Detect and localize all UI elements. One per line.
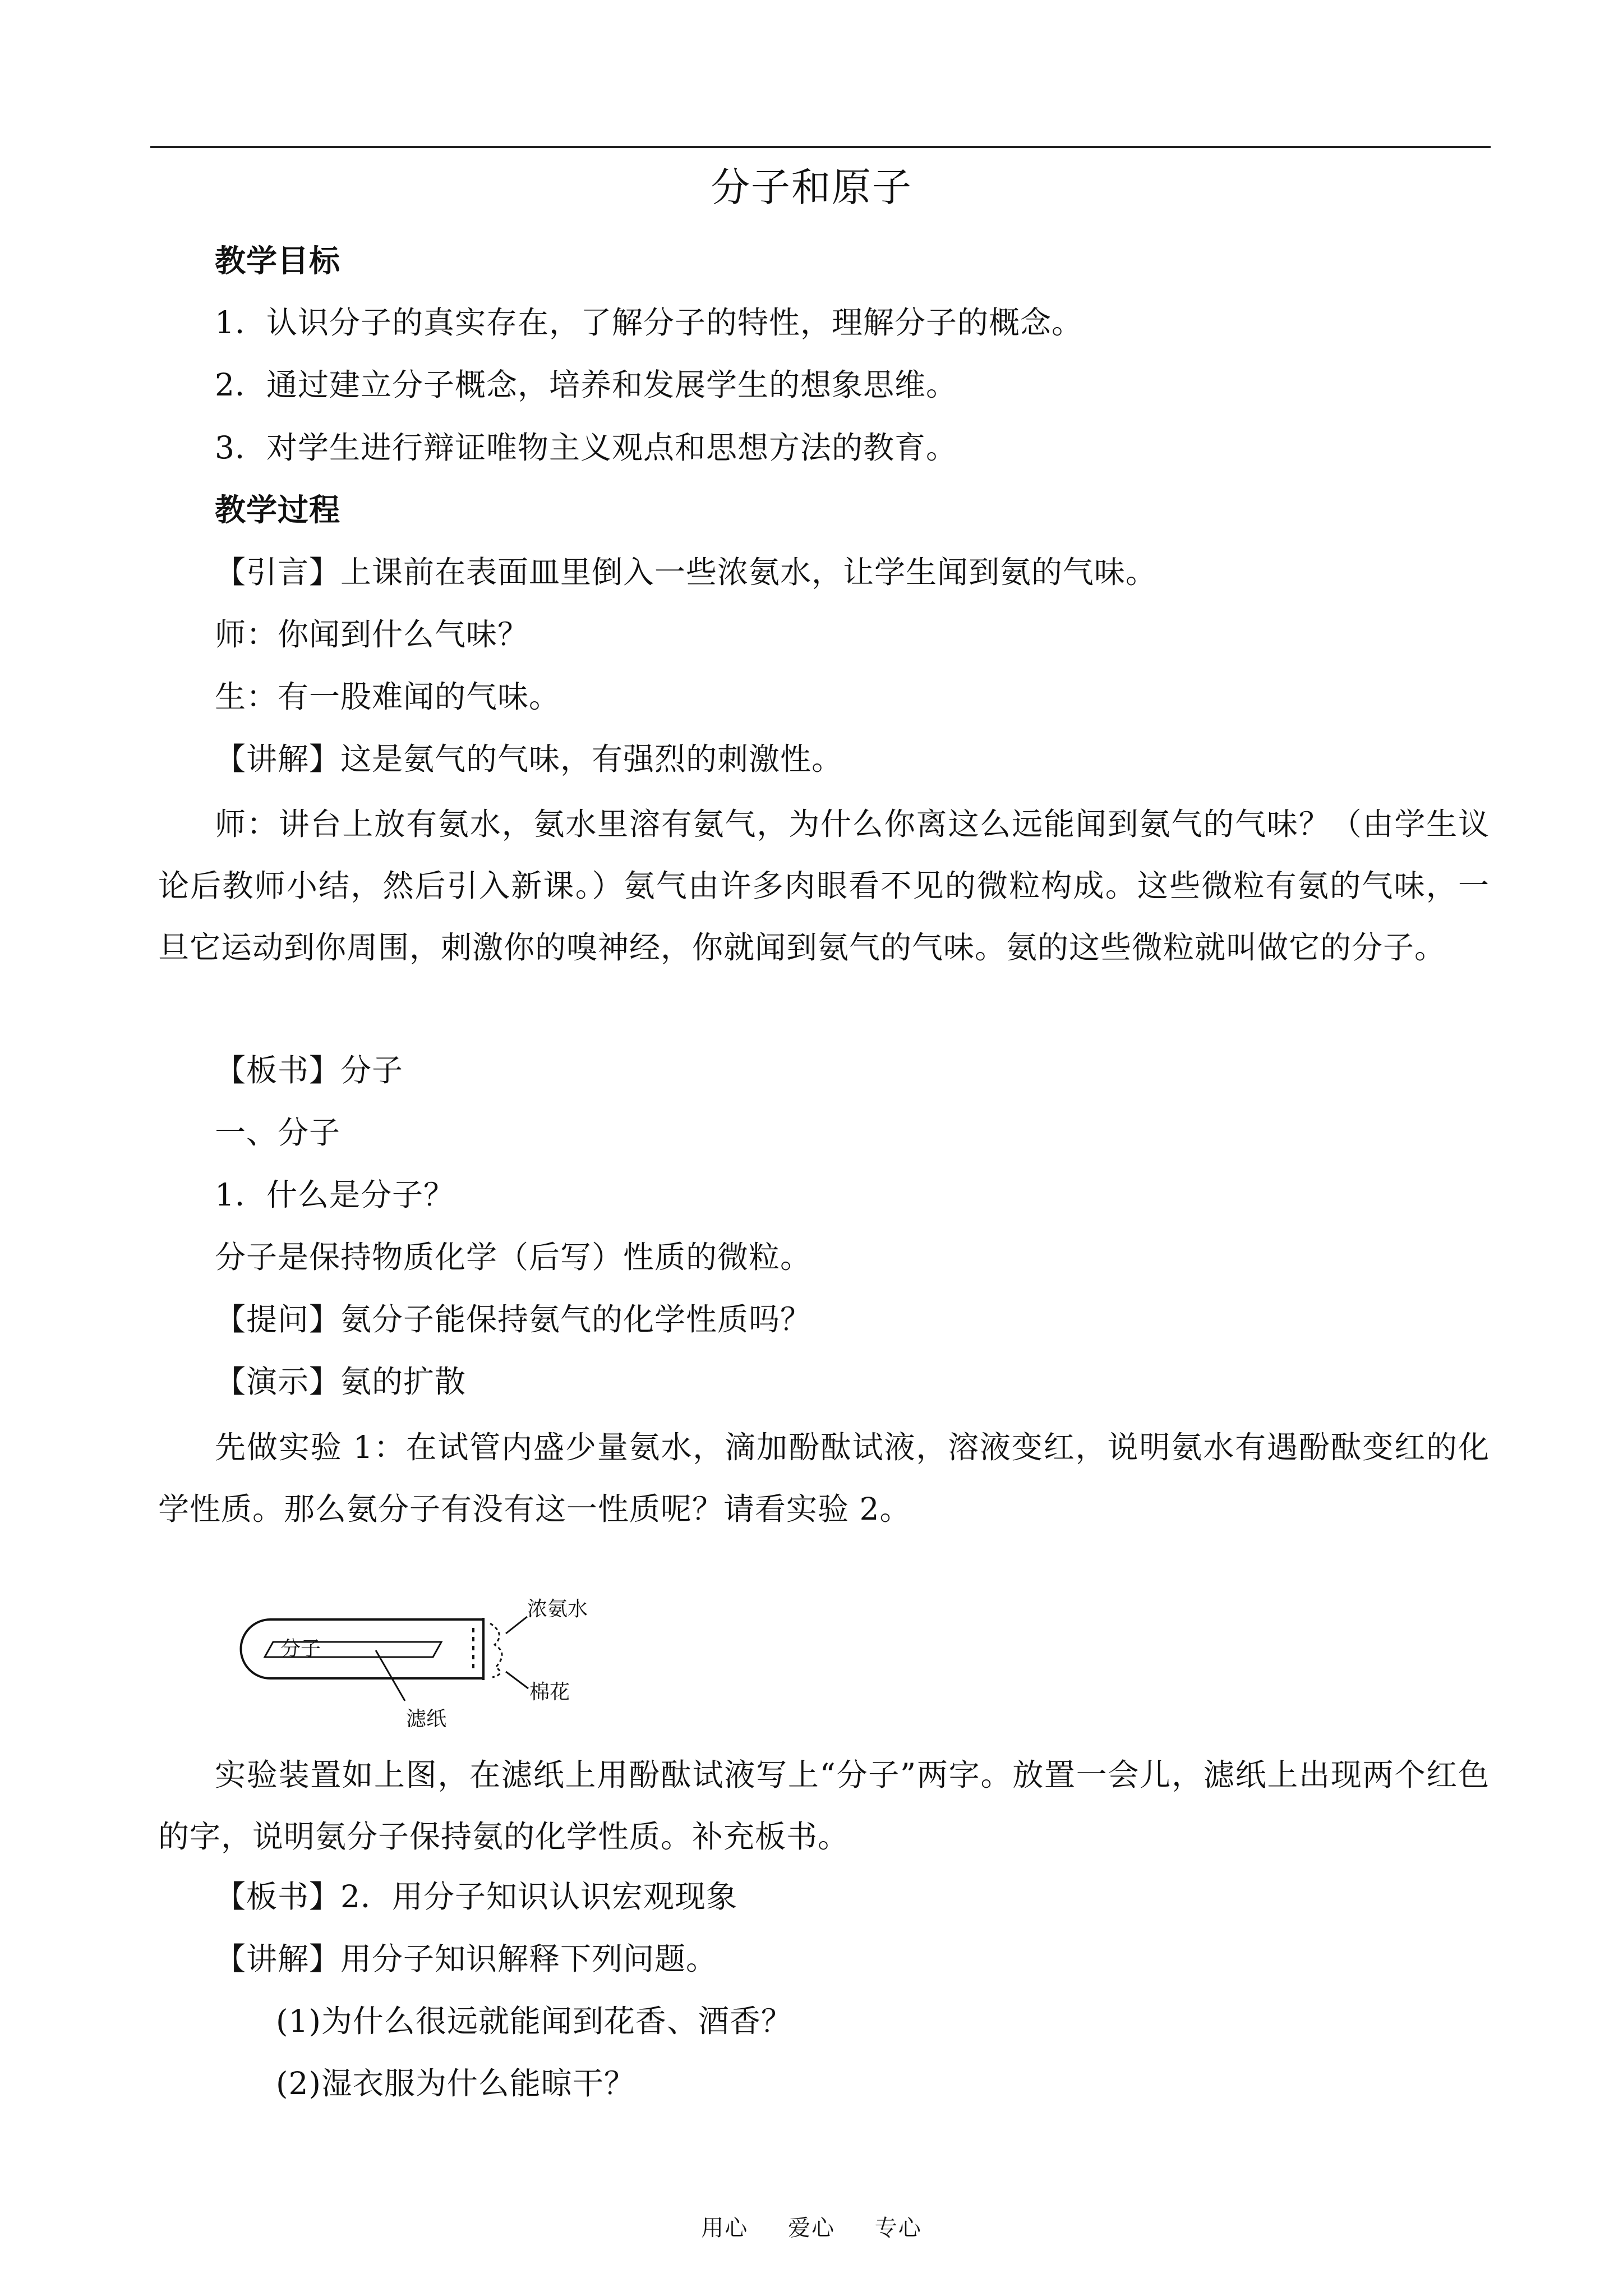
leader-ammonia bbox=[506, 1617, 527, 1634]
goals-heading: 教学目标 bbox=[215, 242, 341, 279]
filter-paper-text: 分子 bbox=[280, 1637, 321, 1660]
question-what-is-molecule: 1．什么是分子？ bbox=[215, 1177, 455, 1213]
footer-item-1: 用心 bbox=[701, 2215, 749, 2241]
experiment-apparatus-figure bbox=[220, 1589, 624, 1746]
cotton-wisps bbox=[490, 1623, 502, 1677]
board-note-2: 【板书】2．用分子知识认识宏观现象 bbox=[215, 1879, 737, 1915]
label-filter-paper: 滤纸 bbox=[406, 1708, 447, 1731]
apparatus-diagram bbox=[220, 1589, 624, 1746]
sub-question-1: (1)为什么很远就能闻到花香、酒香？ bbox=[276, 2003, 792, 2039]
experiment-1-paragraph: 先做实验 1：在试管内盛少量氨水，滴加酚酞试液，溶液变红，说明氨水有遇酚酞变红的化学性质。那么氨分子有没有这一性质呢？请看实验 2。 bbox=[158, 1429, 1490, 1527]
demo-paragraph: 【演示】氨的扩散 bbox=[215, 1364, 467, 1400]
teacher-long-paragraph: 师：讲台上放有氨水，氨水里溶有氨气，为什么你离这么远能闻到氨气的气味？（由学生议论后教师小结，然后引入新课。）氨气由许多肉眼看不见的微粒构成。这些微粒有氨的气味，一旦它运动到你周围，刺激你的嗅神经，你就闻到氨气的气味。氨的这些微粒就叫做它的分子。 bbox=[158, 806, 1490, 965]
explain-paragraph-2: 【讲解】用分子知识解释下列问题。 bbox=[215, 1941, 718, 1977]
process-heading: 教学过程 bbox=[215, 491, 341, 528]
goal-item-2: 2．通过建立分子概念，培养和发展学生的想象思维。 bbox=[215, 367, 957, 403]
test-tube-outline bbox=[241, 1619, 484, 1678]
header-rule bbox=[150, 146, 1491, 148]
ask-paragraph: 【提问】氨分子能保持氨气的化学性质吗？ bbox=[215, 1301, 812, 1337]
board-note-1: 【板书】分子 bbox=[215, 1052, 404, 1088]
sub-question-2: (2)湿衣服为什么能晾干？ bbox=[276, 2065, 635, 2101]
footer-item-2: 爱心 bbox=[788, 2215, 835, 2241]
intro-paragraph: 【引言】上课前在表面皿里倒入一些浓氨水，让学生闻到氨的气味。 bbox=[215, 554, 1158, 590]
experiment-2-paragraph: 实验装置如上图，在滤纸上用酚酞试液写上“分子”两字。放置一会儿，滤纸上出现两个红色的字，说明氨分子保持氨的化学性质。补充板书。 bbox=[158, 1757, 1490, 1855]
explain-paragraph-1: 【讲解】这是氨气的气味，有强烈的刺激性。 bbox=[215, 741, 843, 777]
footer-item-3: 专心 bbox=[874, 2215, 922, 2241]
page-title: 分子和原子 bbox=[711, 164, 912, 210]
page-footer bbox=[0, 2211, 1623, 2245]
molecule-definition: 分子是保持物质化学（后写）性质的微粒。 bbox=[215, 1239, 812, 1275]
teacher-question-1: 师：你闻到什么气味？ bbox=[215, 616, 529, 652]
label-cotton: 棉花 bbox=[529, 1681, 570, 1704]
label-ammonia: 浓氨水 bbox=[527, 1598, 588, 1621]
student-answer-1: 生：有一股难闻的气味。 bbox=[215, 679, 561, 715]
section-heading-molecule: 一、分子 bbox=[215, 1115, 341, 1151]
goal-item-3: 3．对学生进行辩证唯物主义观点和思想方法的教育。 bbox=[215, 430, 957, 466]
leader-cotton bbox=[506, 1672, 528, 1688]
goal-item-1: 1．认识分子的真实存在，了解分子的特性，理解分子的概念。 bbox=[215, 305, 1083, 341]
